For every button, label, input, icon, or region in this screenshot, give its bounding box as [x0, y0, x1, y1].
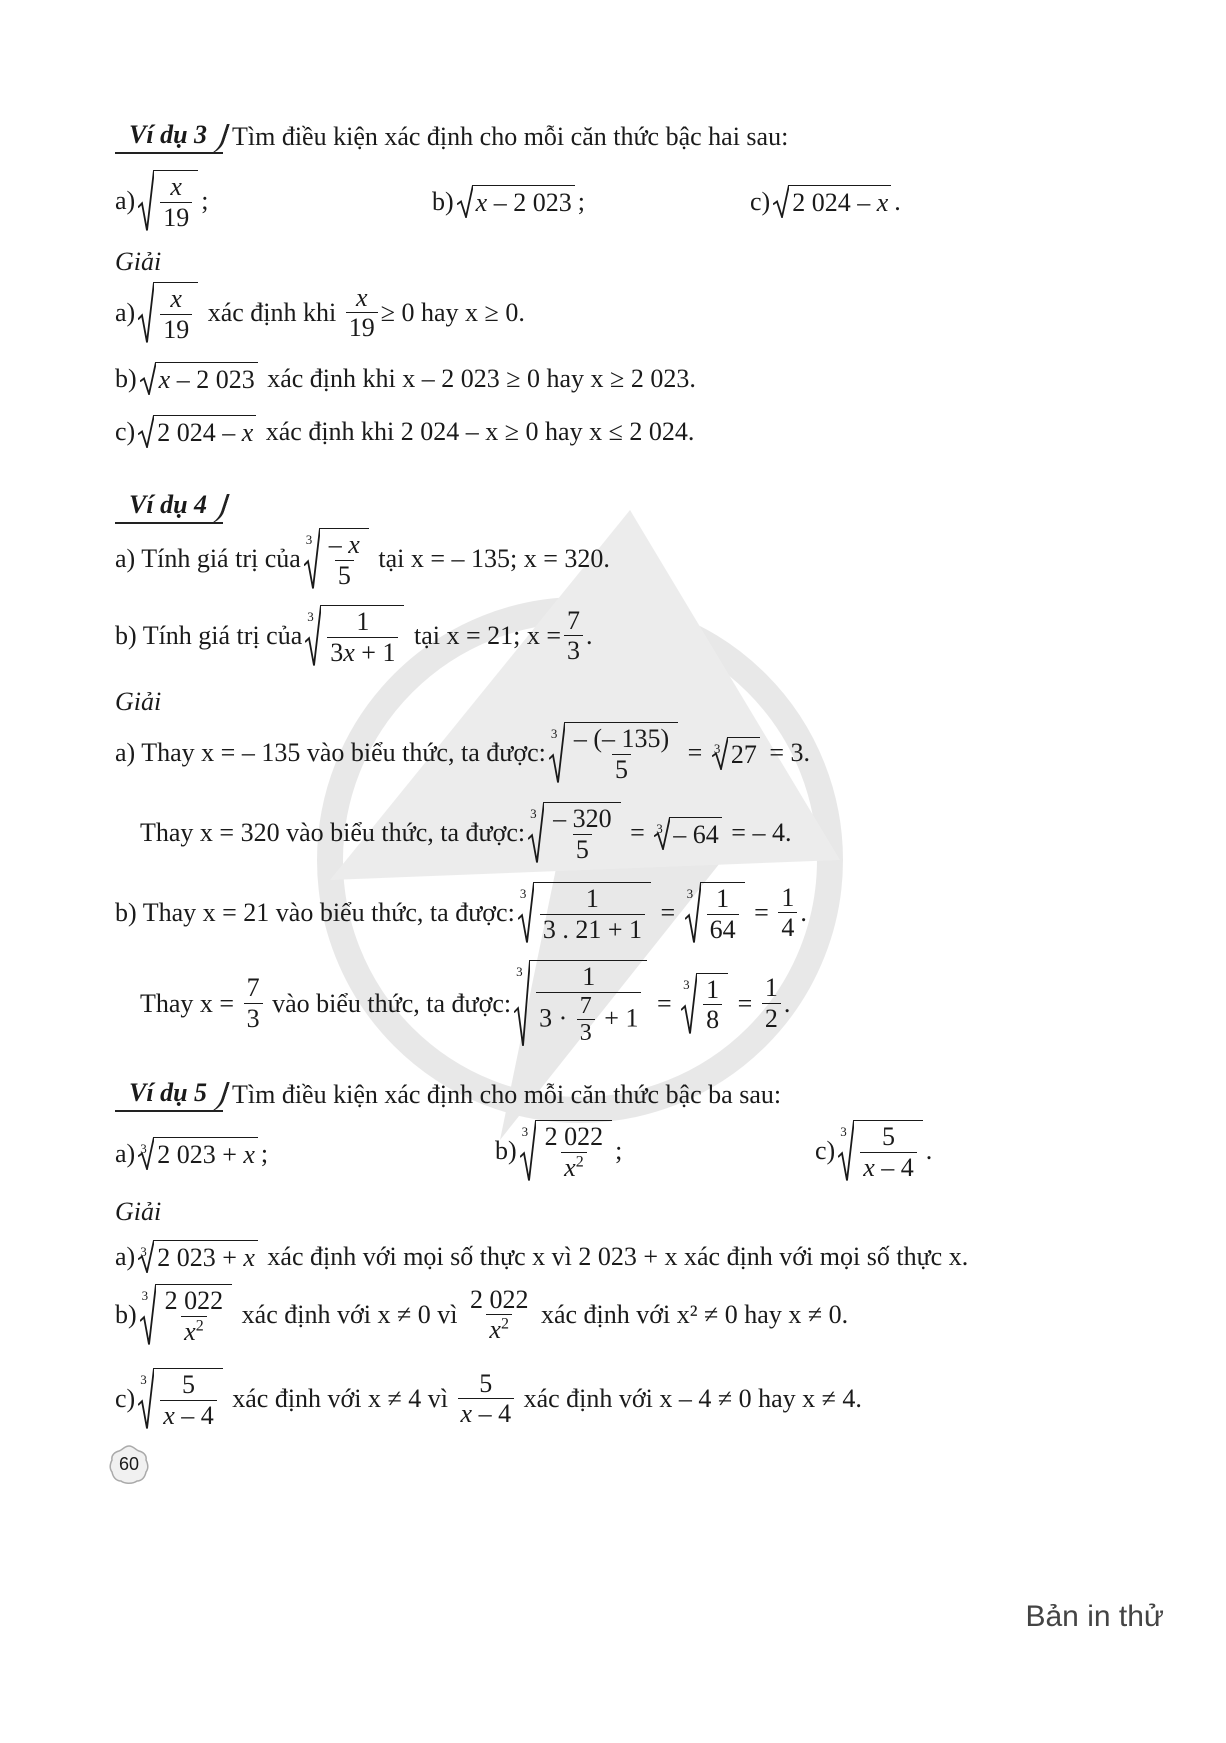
ex5-item-b: b) 3 $\frac{2 022}{x^2}$ ; — [495, 1122, 623, 1182]
ex3-item-b: b) x – 2 023 ; — [432, 186, 585, 217]
ex3-solution-heading: Giải — [115, 247, 162, 276]
ex4-solution-a1: a) Thay x = – 135 vào biểu thức, ta được: 3 $\frac{- (- 135)}{5}$ = 3 27 = 3. — [115, 724, 811, 784]
example-3-prompt: Tìm điều kiện xác định cho mỗi căn thức bậc hai sau: — [232, 122, 789, 151]
ex5-solution-b: b) 3 $\frac{2 022}{x^2}$ xác định với x ≠ 0 vì $\frac{2 022}{x^2}$ xác định với x² ≠ 0 hay x ≠ 0. — [115, 1284, 849, 1346]
ex3-item-c: c) 2 024 – x . — [750, 186, 901, 217]
ex5-solution-a: a) 3 2 023 + x xác định với mọi số thực x vì 2 023 + x xác định với mọi số thực x. — [115, 1241, 969, 1272]
ex3-solution-a: a) $\frac{x}{19}$ xác định khi $\frac{x}{19}$ ≥ 0 hay x ≥ 0. — [115, 282, 525, 344]
page-number-badge — [108, 1444, 150, 1486]
ex5-solution-c: c) 3 $\frac{5}{x - 4}$ xác định với x ≠ 4 vì $\frac{5}{x - 4}$ xác định với x – 4 ≠ 0 hay x ≠ 4. — [115, 1368, 862, 1430]
ex5-solution-heading: Giải — [115, 1197, 162, 1226]
example-5-heading: Ví dụ 5 — [115, 1078, 223, 1112]
ex4-part-b: b) Tính giá trị của 3 $\frac{1}{3x + 1}$ tại x = 21; x = $\frac{7}{3}$ . — [115, 605, 593, 667]
draft-label: Bản in thử — [1025, 1600, 1164, 1633]
ex4-solution-b1: b) Thay x = 21 vào biểu thức, ta được: 3 $\frac{1}{3 . 21 + 1}$ = 3 $\frac{1}{64}$ = $\frac{1}{4}$ . — [115, 882, 807, 944]
ex3-item-a: a) $\frac{x}{19}$ ; — [115, 172, 209, 232]
ex4-solution-a2: Thay x = 320 vào biểu thức, ta được: 3 $\frac{- 320}{5}$ = 3 – 64 = – 4. — [140, 804, 792, 864]
ex4-solution-heading: Giải — [115, 687, 162, 716]
ex5-item-a: a) 3 2 023 + x ; — [115, 1138, 269, 1169]
page-number: 60 — [118, 1454, 140, 1474]
ex4-solution-b2: Thay x = $\frac{7}{3}$ vào biểu thức, ta được: 3 1 3 · $\frac{7}{3}$ + 1 = 3 $\frac{1}{8}$ = $\frac{1}{2}$ . — [140, 962, 791, 1046]
ex5-item-c: c) 3 $\frac{5}{x - 4}$ . — [815, 1122, 933, 1182]
example-3-heading: Ví dụ 3 — [115, 120, 223, 154]
example-5-prompt: Tìm điều kiện xác định cho mỗi căn thức bậc ba sau: — [232, 1080, 782, 1109]
ex4-part-a: a) Tính giá trị của 3 $\frac{- x}{5}$ tại x = – 135; x = 320. — [115, 530, 610, 590]
example-4-heading: Ví dụ 4 — [115, 490, 223, 524]
ex3-solution-b: b) x – 2 023 xác định khi x – 2 023 ≥ 0 hay x ≥ 2 023. — [115, 363, 696, 394]
ex3-solution-c: c) 2 024 – x xác định khi 2 024 – x ≥ 0 hay x ≤ 2 024. — [115, 416, 695, 447]
